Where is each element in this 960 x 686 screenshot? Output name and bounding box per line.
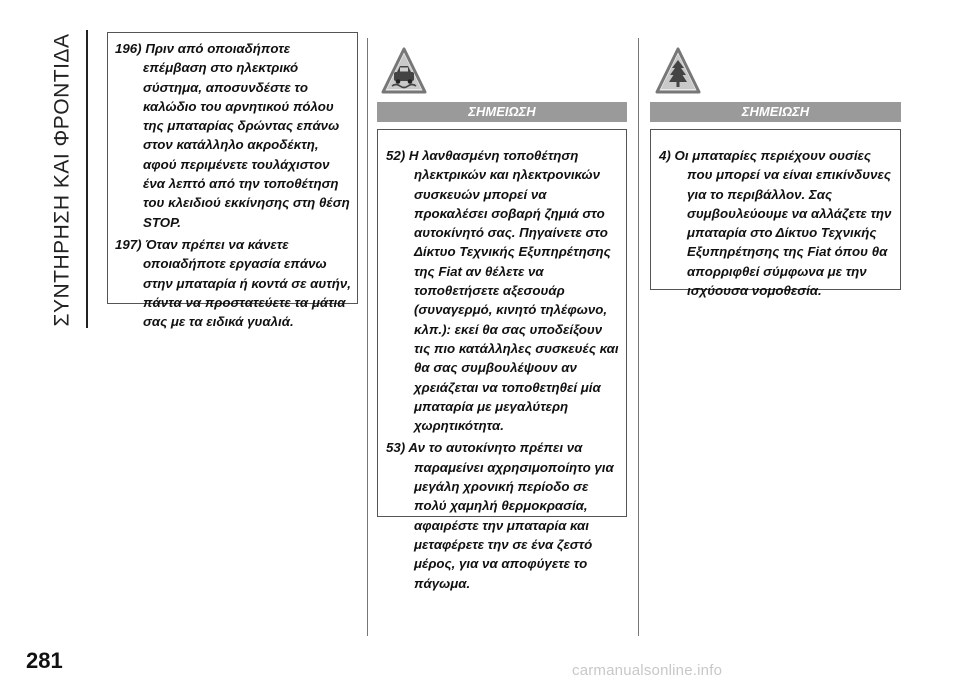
car-warning-icon: [380, 46, 428, 96]
note-heading: ΣΗΜΕΙΩΣΗ: [650, 102, 901, 122]
note-box: [377, 129, 627, 591]
list-item: 196) Πριν από οποιαδήποτε επέμβαση στο ηλεκτρικό σύστημα, αποσυνδέστε το καλώδιο του αρνητικού πόλου της μπαταρίας δρώντας επάνω στον κατάλληλο ακροδέκτη, αφού περιμένετε τουλάχιστον ένα λεπτό από την τοποθέτηση του κλειδιού εκκίνησης στη θέση STOP.: [115, 41, 350, 230]
column-divider: [638, 38, 639, 636]
list-item: 52) Η λανθασμένη τοποθέτηση ηλεκτρικών και ηλεκτρονικών συσκευών μπορεί να προκαλέσει σοβαρή ζημιά στο αυτοκίνητό σας. Πηγαίνετε στο Δίκτυο Τεχνικής Εξυπηρέτησης της Fiat αν θέλετε να τοποθετήσετε αξεσουάρ (συναγερμό, κινητό τηλέφωνο, κλπ.): εκεί θα σας υποδείξουν τις πιο κατάλληλες συσκευές και θα σας συμβουλέψουν αν χρειάζεται να τοποθετηθεί μία μπαταρία με μεγαλύτερη χωρητικότητα.: [386, 148, 619, 434]
section-title-rule: [86, 30, 88, 328]
list-item: 53) Αν το αυτοκίνητο πρέπει να παραμείνει αχρησιμοποίητο για μεγάλη χρονική περίοδο σε πολύ χαμηλή θερμοκρασία, αφαιρέστε την μπαταρία και μεταφέρετε την σε ένα ζεστό μέρος, για να αποφύγετε το πάγωμα.: [386, 440, 614, 591]
note-box: [650, 129, 901, 299]
environment-tree-icon: [654, 46, 702, 96]
list-item: 197) Όταν πρέπει να κάνετε οποιαδήποτε εργασία επάνω στην μπαταρία ή κοντά σε αυτήν, πάντα να προστατεύετε τα μάτια σας με τα ειδικά γυαλιά.: [115, 236, 351, 330]
warning-box: [107, 32, 358, 330]
list-item: 4) Οι μπαταρίες περιέχουν ουσίες που μπορεί να είναι επικίνδυνες για το περιβάλλον. Σας συμβουλεύουμε να αλλάζετε την μπαταρία στο Δίκτυο Τεχνικής Εξυπηρέτησης της Fiat όπου θα απορριφθεί σύμφωνα με την ισχύουσα νομοθεσία.: [659, 148, 892, 299]
watermark: carmanualsonline.info: [572, 662, 723, 679]
column-divider: [367, 38, 368, 636]
section-title: ΣΥΝΤΗΡΗΣΗ ΚΑΙ ΦΡΟΝΤΙΔΑ: [50, 33, 74, 327]
note-heading: ΣΗΜΕΙΩΣΗ: [377, 102, 627, 122]
page-number: 281: [26, 648, 63, 673]
